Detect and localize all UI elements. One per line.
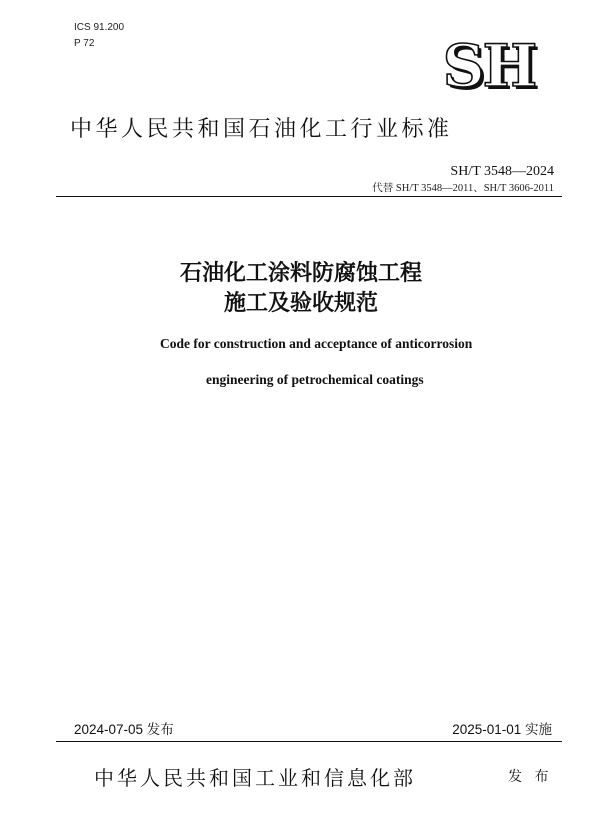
header-divider	[56, 196, 562, 197]
standard-type-title: 中华人民共和国石油化工行业标准	[70, 117, 453, 142]
issuer-name: 中华人民共和国工业和信息化部	[94, 766, 416, 790]
title-cn-line1: 石油化工涂料防腐蚀工程	[179, 261, 422, 286]
title-en-line1: Code for construction and acceptance of anticorrosion	[160, 336, 473, 351]
title-cn-line2: 施工及验收规范	[223, 291, 378, 316]
implement-date: 2025-01-01 实施	[452, 722, 552, 737]
standard-number: SH/T 3548—2024	[450, 164, 554, 179]
replaces-note: 代替 SH/T 3548—2011、SH/T 3606-2011	[372, 183, 554, 194]
title-en-line2: engineering of petrochemical coatings	[206, 372, 424, 387]
footer-divider	[56, 741, 562, 742]
issue-word: 发 布	[508, 769, 553, 785]
sh-logo: SH	[442, 32, 536, 100]
issue-date: 2024-07-05 发布	[74, 722, 174, 737]
category-code: P 72	[74, 38, 95, 49]
ics-code: ICS 91.200	[74, 22, 125, 33]
